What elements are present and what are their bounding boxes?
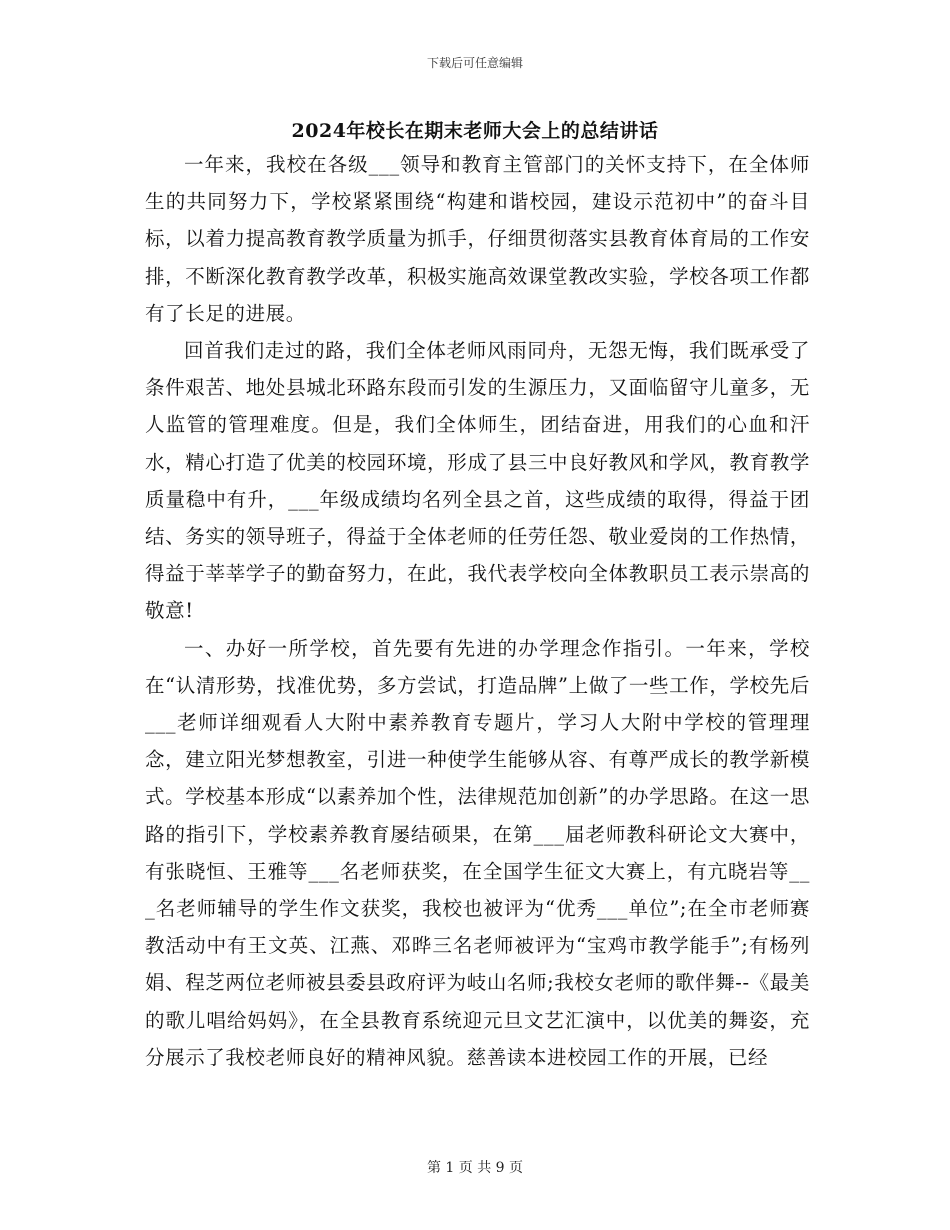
document-title: 2024年校长在期末老师大会上的总结讲话 — [291, 120, 659, 142]
header-note: 下载后可任意编辑 — [426, 56, 523, 70]
paragraph-2: 回首我们走过的路，我们全体老师风雨同舟，无怨无悔，我们既承受了条件艰苦、地处县城北环路东段而引发的生源压力，又面临留守儿童多，无人监管的管理难度。但是，我们全体师生，团结奋进，用我们的心血和汗水，精心打造了优美的校园环境，形成了县三中良好教风和学风，教育教学质量稳中有升，___年级成绩均名列全县之首，这些成绩的取得，得益于团结、务实的领导班子，得益于全体老师的任劳任怨、敬业爱岗的工作热情，得益于莘莘学子的勤奋努力，在此，我代表学校向全体教职员工表示崇高的敬意! — [145, 339, 810, 623]
page-number-footer: 第 1 页 共 9 页 — [426, 1160, 524, 1176]
paragraph-3: 一、办好一所学校，首先要有先进的办学理念作指引。一年来，学校在“认清形势，找准优势，多方尝试，打造品牌”上做了一些工作，学校先后___老师详细观看人大附中素养教育专题片，学习人大附中学校的管理理念，建立阳光梦想教室，引进一种使学生能够从容、有尊严成长的教学新模式。学校基本形成“以素养加个性，法律规范加创新”的办学思路。在这一思路的指引下，学校素养教育屡结硕果，在第___届老师教科研论文大赛中，有张晓恒、王雅等___名老师获奖，在全国学生征文大赛上，有亢晓岩等___名老师辅导的学生作文获奖，我校也被评为“优秀___单位”;在全市老师赛教活动中有王文英、江燕、邓晔三名老师被评为“宝鸡市教学能手”;有杨列娟、程芝两位老师被县委县政府评为岐山名师;我校女老师的歌伴舞--《最美的歌儿唱给妈妈》，在全县教育系统迎元旦文艺汇演中，以优美的舞姿，充分展示了我校老师良好的精神风貌。慈善读本进校园工作的开展，已经 — [145, 636, 810, 1069]
document-body — [145, 146, 810, 1076]
paragraph-1: 一年来，我校在各级___领导和教育主管部门的关怀支持下，在全体师生的共同努力下，学校紧紧围绕“构建和谐校园，建设示范初中”的奋斗目标，以着力提高教育教学质量为抓手，仔细贯彻落实县教育体育局的工作安排，不断深化教育教学改革，积极实施高效课堂教改实验，学校各项工作都有了长足的进展。 — [145, 153, 810, 325]
